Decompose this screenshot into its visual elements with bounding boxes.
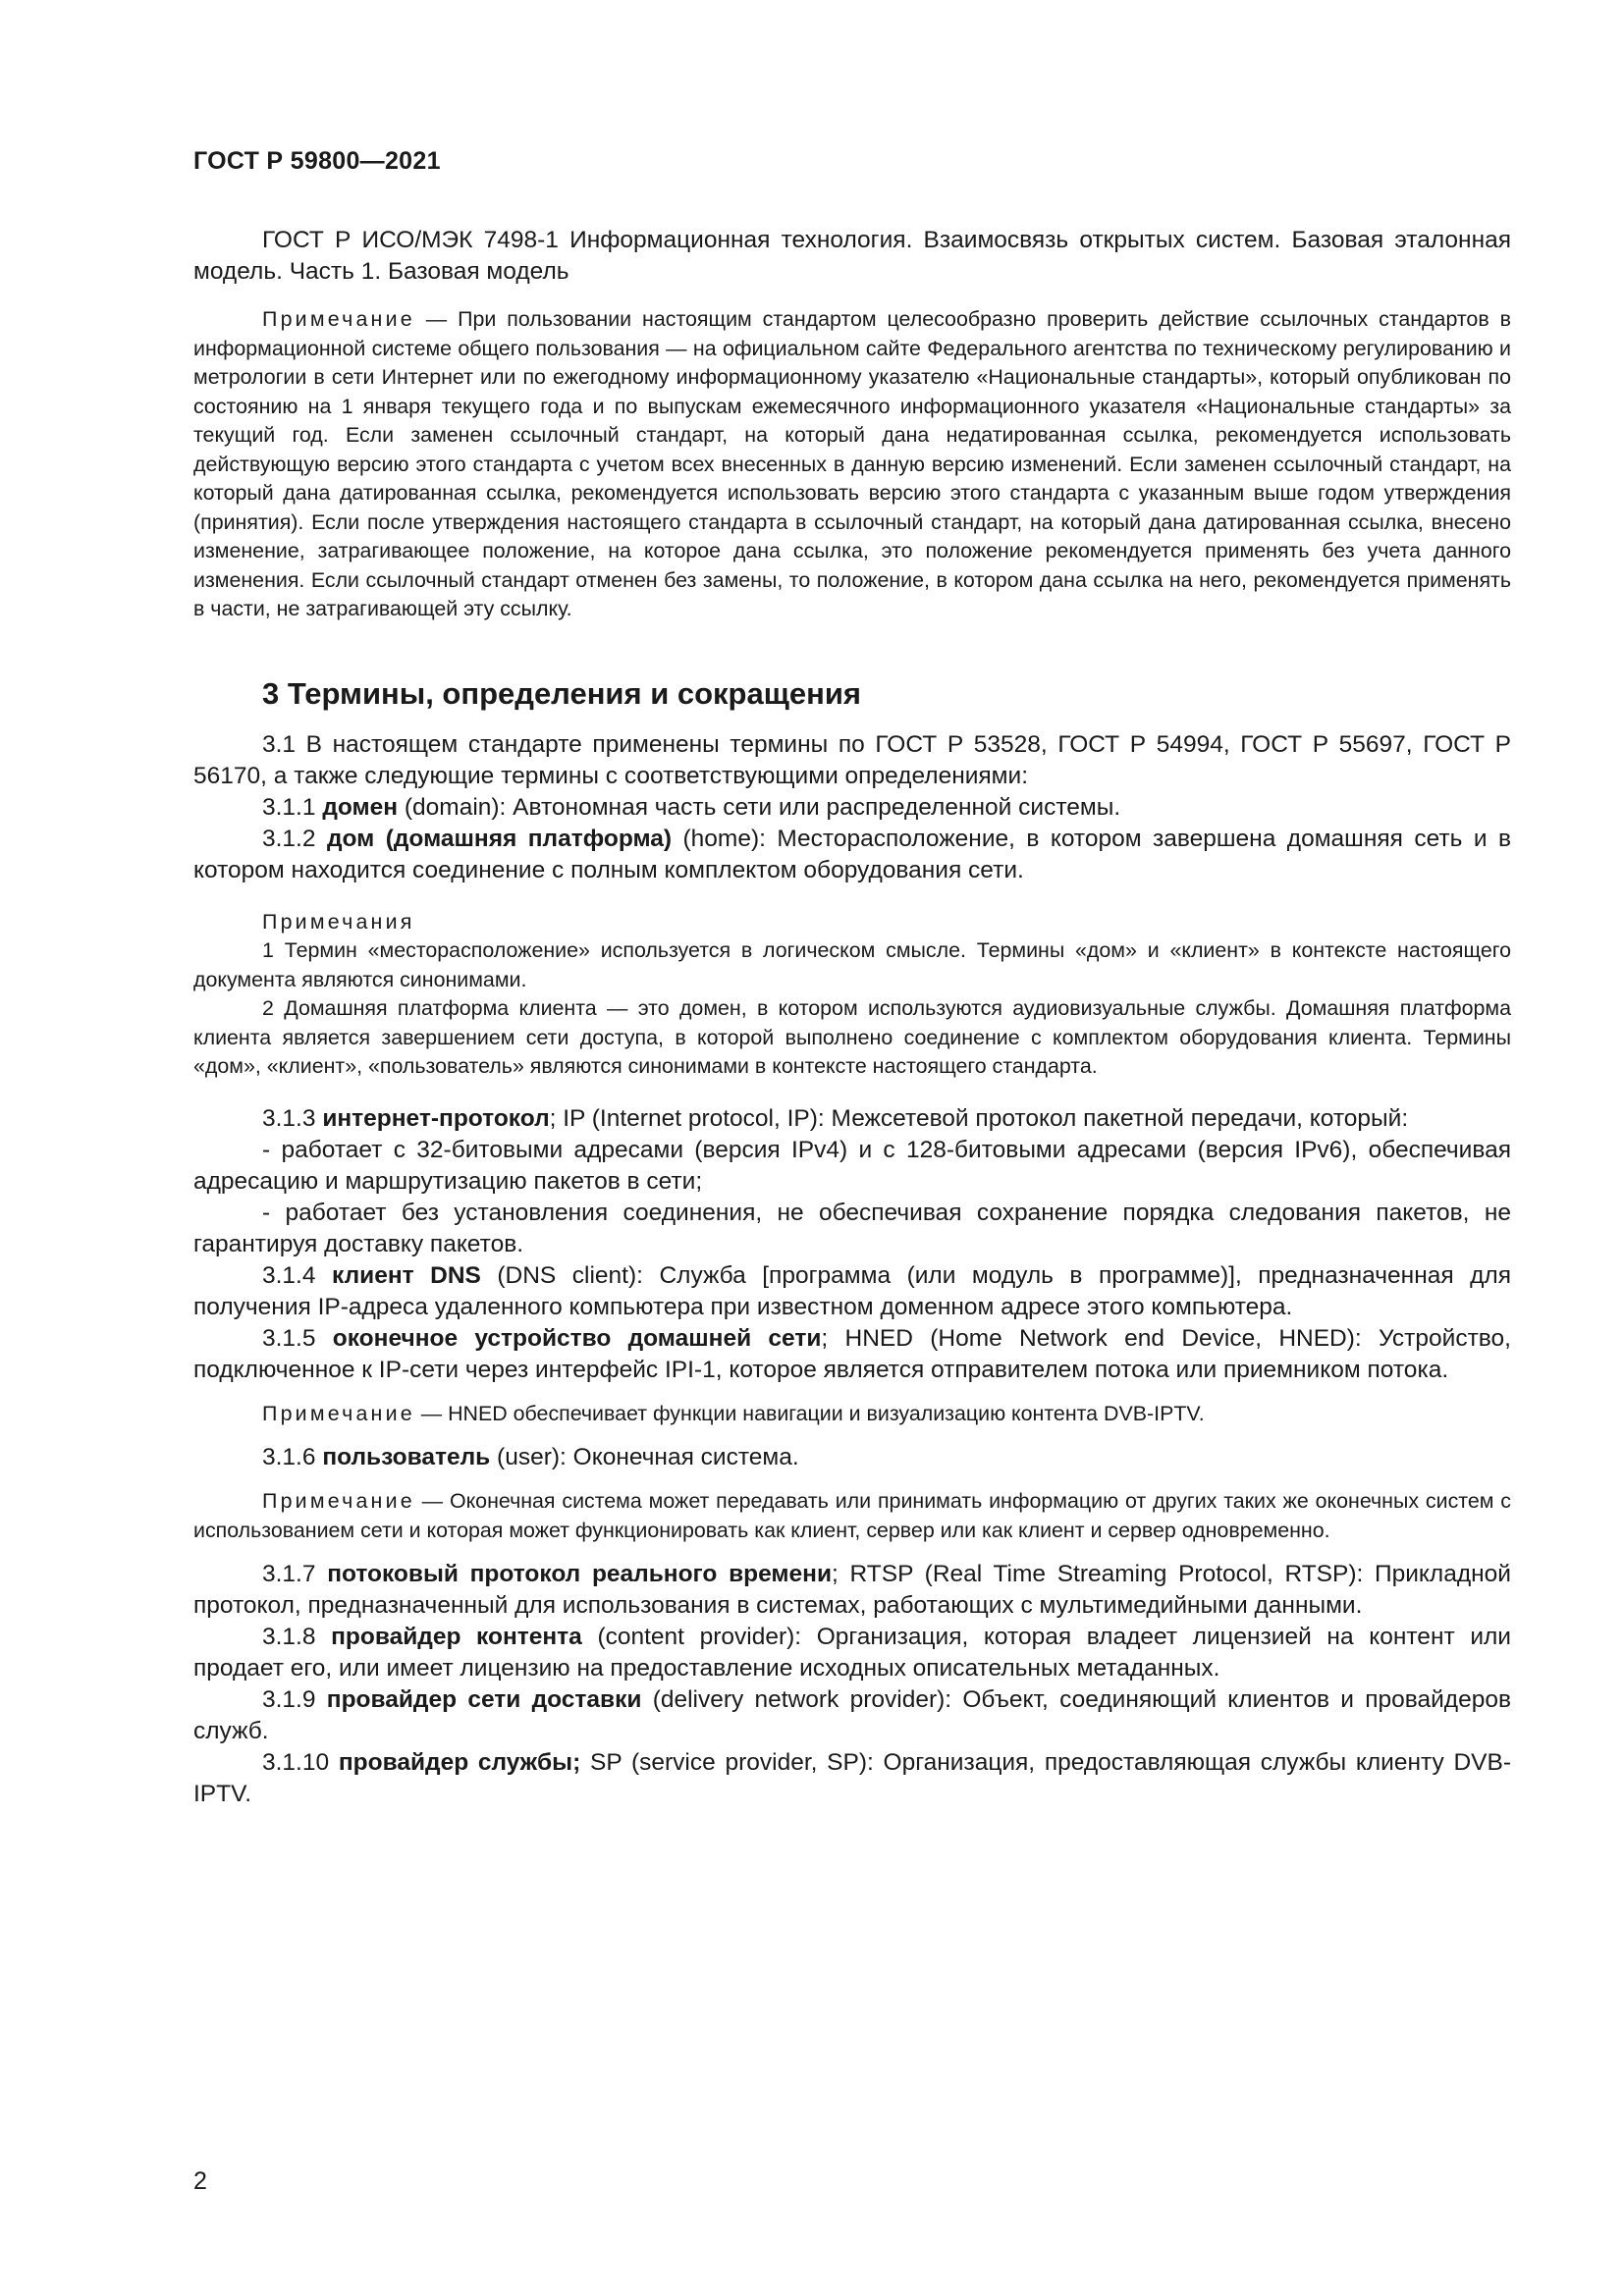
document-page [193,147,1511,1810]
term-3-1-8: 3.1.8 провайдер контента (content provider): Организация, которая владеет лицензией на контент или продает его, или имеет лицензию на предоставление исходных описательных метаданных. [193,1624,1511,1682]
reference-paragraph: ГОСТ Р ИСО/МЭК 7498-1 Информационная технология. Взаимосвязь открытых систем. Базовая эталонная модель. Часть 1. Базовая модель [193,227,1511,285]
note-3-1-6: Примечание — Оконечная система может передавать или принимать информацию от других таких же оконечных систем с использованием сети и которая может функционировать как клиент, сервер или как клиент и сервер одновременно. [193,1489,1511,1542]
term-3-1-3-bullet-1: - работает с 32-битовыми адресами (версия IPv4) и с 128-битовыми адресами (версия IPv6), обеспечивая адресацию и маршрутизацию пакетов в сети; [193,1136,1511,1195]
notes-title: Примечания [262,909,415,934]
term-3-1-9: 3.1.9 провайдер сети доставки (delivery network provider): Объект, соединяющий клиентов и провайдеров служб. [193,1686,1511,1744]
note-label: Примечание [262,307,415,331]
document-header: ГОСТ Р 59800—2021 [193,147,441,175]
term-3-1-10: 3.1.10 провайдер службы; SP (service provider, SP): Организация, предоставляющая службы клиенту DVB-IPTV. [193,1749,1511,1807]
term-3-1-3: 3.1.3 интернет-протокол; IP (Internet protocol, IP): Межсетевой протокол пакетной передачи, который: [262,1104,1409,1132]
term-3-1-5: 3.1.5 оконечное устройство домашней сети; HNED (Home Network end Device, HNED): Устройство, подключенное к IP-сети через интерфейс IPI-1, которое является отправителем потока или приемником потока. [193,1324,1511,1383]
note-item-1: 1 Термин «месторасположение» используется в логическом смысле. Термины «дом» и «клиент» в контексте настоящего документа являются синонимами. [193,938,1511,991]
term-name: интернет-протокол [322,1104,550,1132]
term-name: дом (домашняя платформа) [326,825,673,852]
note-3-1-5: Примечание — HNED обеспечивает функции навигации и визуализацию контента DVB-IPTV. [262,1401,1205,1425]
term-name: провайдер контента [331,1624,582,1650]
term-3-1-2: 3.1.2 дом (домашняя платформа) (home): Месторасположение, в котором завершена домашняя сеть и в котором находится соединение с полным комплектом оборудования сети. [193,825,1511,883]
term-3-1-4: 3.1.4 клиент DNS (DNS client): Служба [программа (или модуль в программе)], предназначенная для получения IP-адреса удаленного компьютера при известном доменном адресе этого компьютера. [193,1261,1511,1320]
term-3-1-3-bullet-2: - работает без установления соединения, не обеспечивая сохранение порядка следования пакетов, не гарантируя доставку пакетов. [193,1199,1511,1257]
term-3-1-1: 3.1.1 домен (domain): Автономная часть сети или распределенной системы. [262,793,1121,821]
term-name: пользователь [322,1444,491,1470]
term-3-1-7: 3.1.7 потоковый протокол реального времени; RTSP (Real Time Streaming Protocol, RTSP): Прикладной протокол, предназначенный для использования в системах, работающих с мультимедийными данными. [193,1561,1511,1619]
term-3-1-6: 3.1.6 пользователь (user): Оконечная система. [262,1444,799,1470]
note-references [193,305,1511,624]
term-name: клиент DNS [332,1261,481,1289]
section-title: 3 Термины, определения и сокращения [262,675,861,711]
term-name: домен [322,793,399,821]
section-intro: 3.1 В настоящем стандарте применены термины по ГОСТ Р 53528, ГОСТ Р 54994, ГОСТ Р 55697, ГОСТ Р 56170, а также следующие термины с соответствующими определениями: [193,730,1511,789]
note-text: — При пользовании настоящим стандартом целесообразно проверить действие ссылочных стандартов в информационной системе общего пользования — на официальном сайте Федерального агентства по техническому регулированию и метрологии в сети Интернет или по ежегодному информационному указателю «Национальные стандарты», который опубликован по состоянию на 1 января текущего года и по выпускам ежемесячного информационного указателя «Национальные стандарты» за текущий год. Если заменен ссылочный стандарт, на который дана недатированная ссылка, рекомендуется использовать действующую версию этого стандарта с учетом всех внесенных в данную версию изменений. Если заменен ссылочный стандарт, на который дана датированная ссылка, рекомендуется использовать версию этого стандарта с указанным выше годом утверждения (принятия). Если после утверждения настоящего стандарта в ссылочный стандарт, на который дана датированная ссылка, внесено изменение, затрагивающее положение, на которое дана ссылка, это положение рекомендуется применять без учета данного изменения. Если ссылочный стандарт отменен без замены, то положение, в котором дана ссылка на него, рекомендуется применять в части, не затрагивающей эту ссылку. [193,307,1511,620]
term-name: потоковый протокол реального времени [327,1561,833,1587]
term-name: провайдер службы; [338,1749,581,1776]
term-name: оконечное устройство домашней сети [332,1324,822,1352]
page-number: 2 [193,2167,207,2195]
term-name: провайдер сети доставки [326,1686,642,1713]
note-item-2: 2 Домашняя платформа клиента — это домен, в котором используются аудиовизуальные службы. Домашняя платформа клиента является завершением сети доступа, в которой выполнено соединение с комплектом оборудования клиента. Термины «дом», «клиент», «пользователь» являются синонимами в контексте настоящего стандарта. [193,996,1511,1078]
